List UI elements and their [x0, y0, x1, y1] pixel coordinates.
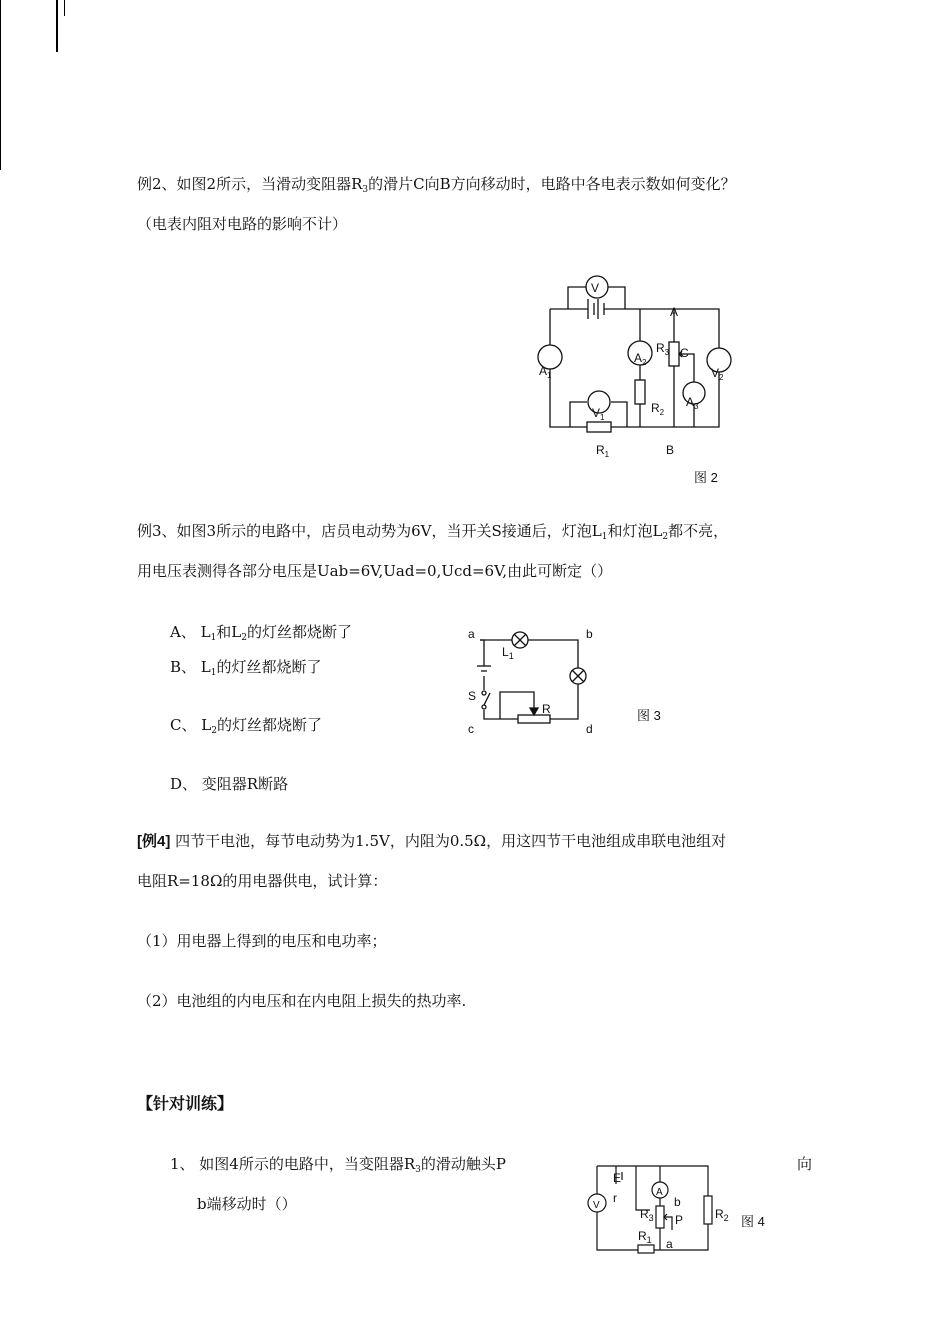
voltmeter-V2-label: $V_2$ [711, 366, 724, 382]
option-B: B、 $L_1$的灯丝都烧断了 [170, 658, 322, 678]
ammeter-A3-label: $A_3$ [686, 395, 699, 411]
example4-q1: （1）用电器上得到的电压和电功率； [137, 932, 387, 950]
R3-label: $R_3$ [656, 341, 670, 357]
voltmeter-V1-label: $V_1$ [592, 406, 605, 422]
node-d-label: d [586, 722, 593, 736]
option-C: C、 $L_2$的灯丝都烧断了 [170, 716, 322, 736]
slider-C-label: C [680, 346, 689, 360]
voltmeter-V-label: V [591, 281, 600, 295]
training-heading: 【针对训练】 [137, 1096, 234, 1113]
node-B-label: B [666, 443, 675, 457]
node-b-label: b [586, 627, 593, 641]
training-q1-line1: 1、 如图4所示的电路中，当变阻器$R_3$的滑动触头P [170, 1155, 506, 1175]
example4-q2: （2）电池组的内电压和在内电阻上损失的热功率. [137, 992, 467, 1010]
ammeter-A1-label: $A_1$ [539, 364, 552, 380]
training-q1-line2: b端移动时（） [197, 1195, 297, 1213]
margin-line-short [64, 0, 65, 16]
ammeter-A2-label: $A_2$ [634, 351, 647, 367]
R3-label: $R_3$ [640, 1207, 654, 1223]
example2-line2: （电表内阻对电路的影响不计） [137, 215, 348, 233]
margin-line-mid [56, 0, 58, 52]
example3-line2: 用电压表测得各部分电压是Uab=6V,Uad=0,Ucd=6V,由此可断定（） [137, 562, 613, 580]
R2-label: $R_2$ [715, 1207, 729, 1223]
margin-line-left [0, 0, 1, 170]
example4-line2: 电阻R=18Ω的用电器供电，试计算： [137, 872, 388, 890]
switch-S-label: S [468, 689, 477, 703]
example2-line1: 例2、如图2所示，当滑动变阻器$R_3$的滑片C向B方向移动时，电路中各电表示数如何变化？ [137, 175, 736, 195]
R1-label: $R_1$ [638, 1229, 652, 1245]
node-A-label: A [670, 305, 679, 319]
terminal-b-label: b [674, 1195, 681, 1209]
option-D: D、 变阻器R断路 [170, 775, 289, 793]
node-a-label: a [468, 627, 475, 641]
internal-r-label: r [613, 1191, 617, 1205]
figure-2-caption: 图 2 [694, 470, 718, 485]
option-A: A、 $L_1$和$L_2$的灯丝都烧断了 [170, 623, 353, 643]
circuit-figure-3 [460, 620, 700, 745]
R1-label: $R_1$ [596, 443, 610, 459]
voltmeter-V-label: V [593, 1200, 600, 1211]
node-c-label: c [468, 722, 474, 736]
training-q1-tail: 向 [797, 1155, 813, 1173]
rheostat-R-label: R [542, 702, 551, 716]
ammeter-A-label: A [656, 1187, 663, 1198]
figure-3-caption: 图 3 [637, 708, 661, 723]
example3-line1: 例3、如图3所示的电路中，店员电动势为6V，当开关S接通后，灯泡$L_1$和灯泡$L_2$都不亮， [137, 522, 729, 542]
terminal-a-label: a [666, 1237, 673, 1251]
slider-P-label: P [675, 1213, 684, 1227]
lamp-L1-label: $L_1$ [502, 645, 514, 661]
R2-label: $R_2$ [651, 401, 665, 417]
example4-tag: [例4] [137, 833, 171, 850]
example4-line1: [例4] 四节干电池，每节电动势为1.5V，内阻为0.5Ω，用这四节干电池组成串联电池组对 [137, 832, 727, 850]
emf-E-label: E [613, 1171, 622, 1185]
circuit-figure-2 [530, 265, 750, 495]
figure-4-caption: 图 4 [741, 1214, 765, 1229]
circuit-figure-4 [580, 1160, 780, 1260]
